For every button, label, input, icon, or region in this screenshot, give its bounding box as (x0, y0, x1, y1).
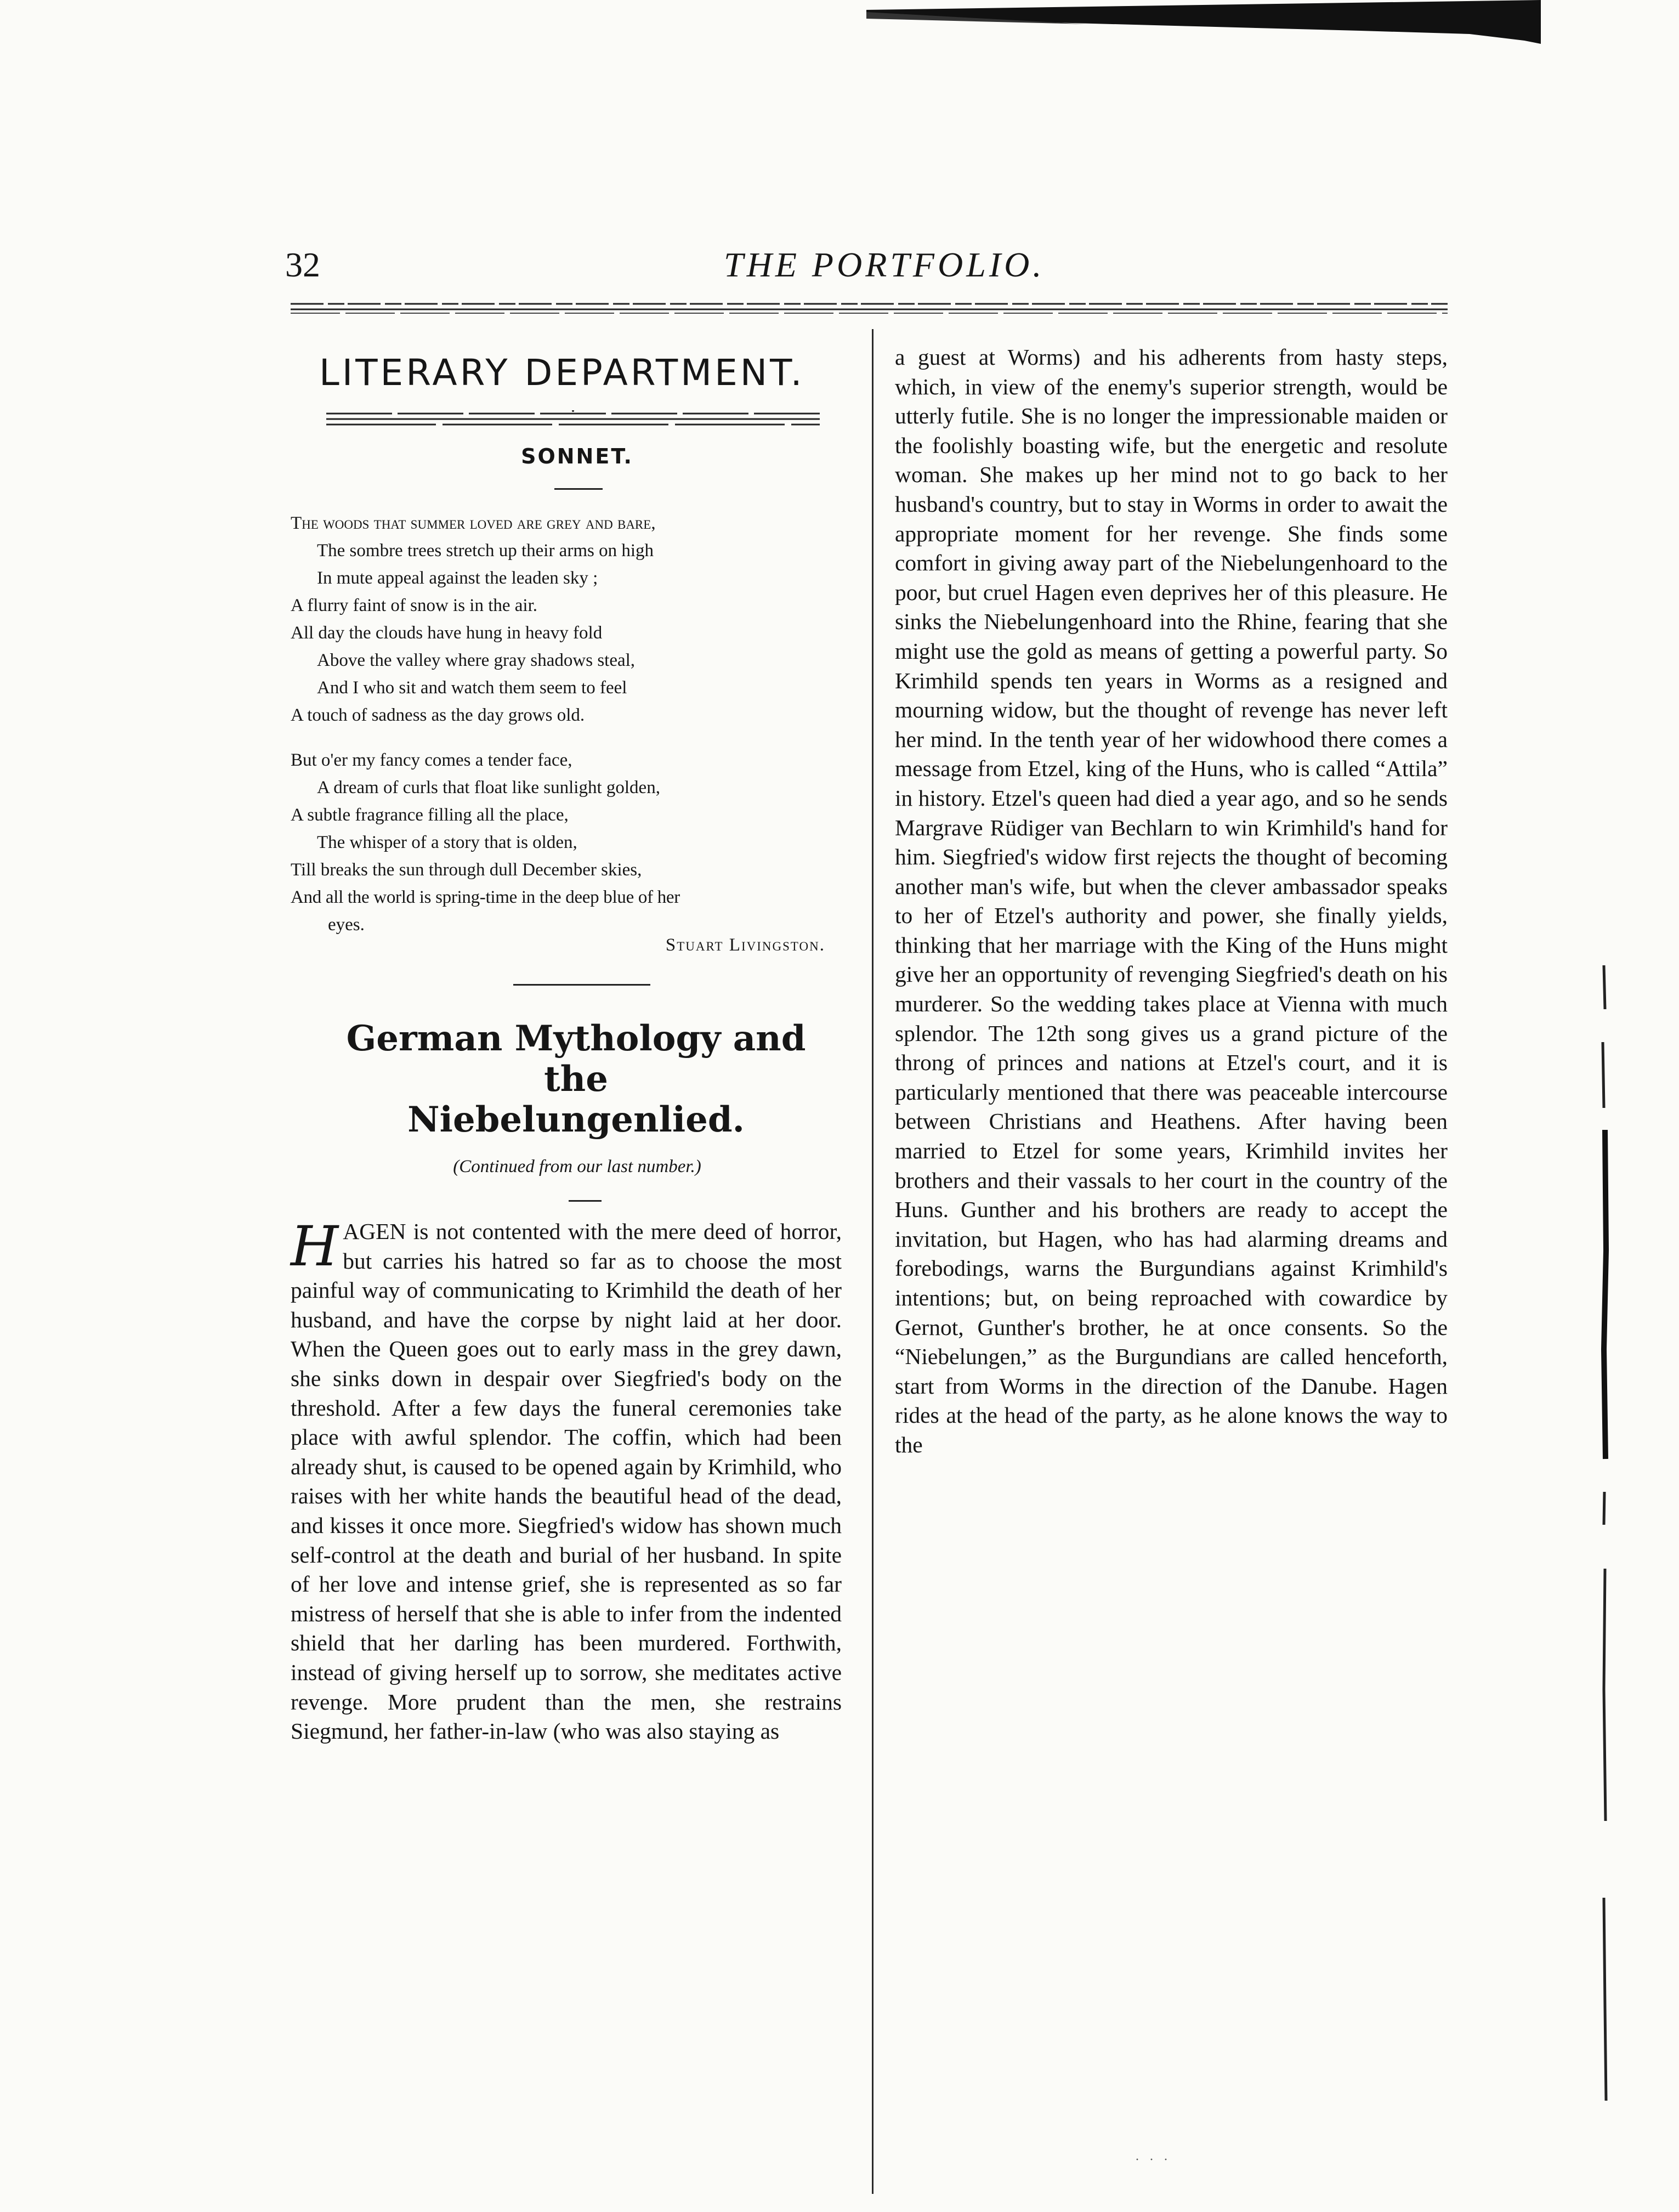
scan-specks: · · · (1135, 2153, 1171, 2167)
poem-line: Above the valley where gray shadows steal, (317, 650, 636, 670)
article-text-left: AGEN is not contented with the mere deed of horror, but carries his hatred so far as to choose the most painful way of communicating to Krimhild the death of her husband, and have the corpse by night laid at her door. When the Queen goes out to early mass in the grey dawn, she sinks down in despair over Siegfried's body on the threshold. After a few days the funeral ceremonies take place with awful splendor. The coffin, which had been already shut, is caused to be opened again by Krimhild, who raises with her white hands the beautiful head of the dead, and kisses it once more. Siegfried's widow has shown much self-control at the death and burial of her husband. In spite of her love and intense grief, she is represented as so far mistress of herself that she is able to infer from the indented shield that her darling has been murdered. Forthwith, instead of giving herself up to sorrow, she meditates active revenge. More prudent than the men, she restrains Siegmund, her father-in-law (who was also staying as (291, 1219, 842, 1744)
poem-line: The sombre trees stretch up their arms on high (317, 541, 654, 561)
continued-note: (Continued from our last number.) (453, 1157, 701, 1176)
left-column (291, 329, 842, 1746)
poem-line: And I who sit and watch them seem to feel (317, 678, 627, 698)
department-title: LITERARY DEPARTMENT. (319, 352, 805, 394)
poem-author: Stuart Livingston. (665, 935, 825, 955)
poem-line: And all the world is spring-time in the deep blue of her (291, 887, 680, 907)
scan-edge-right (1593, 965, 1615, 2101)
column-divider (872, 329, 873, 2194)
poem-line: The woods that summer loved are grey and bare, (291, 513, 656, 533)
article-rule (569, 1200, 602, 1202)
page-number: 32 (285, 245, 320, 284)
sonnet-title: SONNET. (521, 444, 633, 468)
poem-line: In mute appeal against the leaden sky ; (317, 568, 598, 588)
article-text-right: a guest at Worms) and his adherents from hasty steps, which, in view of the enemy's superior strength, would be utterly futile. She is no longer the impressionable maiden or the foolishly boasting wife, but the energetic and resolute woman. She makes up her mind not to go back to her husband's country, but to stay in Worms in order to await the appropriate moment for her revenge. She finds some comfort in giving away part of the Niebelungenhoard to the poor, but cruel Hagen even deprives her of this pleasure. He sinks the Niebelungenhoard into the Rhine, fearing that she might use the gold as means of getting a powerful party. So Krimhild spends ten years in Worms as a resigned and mourning widow, but the thought of revenge has never left her mind. In the tenth year of her widowhood there comes a message from Etzel, king of the Huns, who is called “Attila” in history. Etzel's queen had died a year ago, and so he sends Margrave Rüdiger van Bechlarn to win Krimhild's hand for him. Siegfried's widow first rejects the thought of becoming another man's wife, but when the clever ambassador speaks to her of Etzel's authority and power, she finally yields, thinking that her marriage with the King of the Huns might give her an opportunity of revenging Siegfried's death on his murderer. So the wedding takes place at Vienna with much splendor. The 12th song gives us a grand picture of the throng of princes and nations at Etzel's court, and it is particularly mentioned that there was peaceable intercourse between Christians and Heathens. After having been married to Etzel for some years, Krimhild invites her brothers and their vassals to her court in the country of the Huns. Gunther and his brothers are ready to accept the invitation, but Hagen, who has had alarming dreams and forebodings, warns the Burgundians against Krimhild's intentions; but, on being reproached with cowardice by Gernot, Gunther's brother, he at once consents. So the “Niebelungen,” as the Burgundians are called henceforth, start from Worms in the direction of the Danube. Hagen rides at the head of the party, as he alone knows the way to the (895, 344, 1448, 1457)
header-rule (291, 301, 1448, 315)
poem-line: A dream of curls that float like sunlight golden, (317, 778, 660, 797)
poem-line: eyes. (328, 915, 365, 935)
right-column (895, 343, 1448, 1460)
department-rule (326, 410, 820, 427)
poem-line: All day the clouds have hung in heavy fold (291, 623, 603, 643)
section-rule (513, 984, 650, 986)
article-body-left (291, 1214, 842, 1746)
sonnet-poem (291, 510, 842, 938)
article-title (291, 1019, 842, 1140)
drop-cap: H (291, 1214, 339, 1278)
sonnet-rule (554, 488, 603, 490)
poem-line: A touch of sadness as the day grows old. (291, 705, 585, 725)
running-title: THE PORTFOLIO. (724, 245, 1045, 284)
poem-line: The whisper of a story that is olden, (317, 833, 577, 852)
poem-line: But o'er my fancy comes a tender face, (291, 750, 572, 770)
poem-line: Till breaks the sun through dull December skies, (291, 860, 642, 880)
scan-smudge-top (866, 0, 1541, 44)
poem-line: A flurry faint of snow is in the air. (291, 596, 538, 615)
article-title-line-1: German Mythology and the (346, 1018, 806, 1100)
article-title-line-2: Niebelungenlied. (407, 1099, 745, 1140)
poem-line: A subtle fragrance filling all the place, (291, 805, 569, 825)
